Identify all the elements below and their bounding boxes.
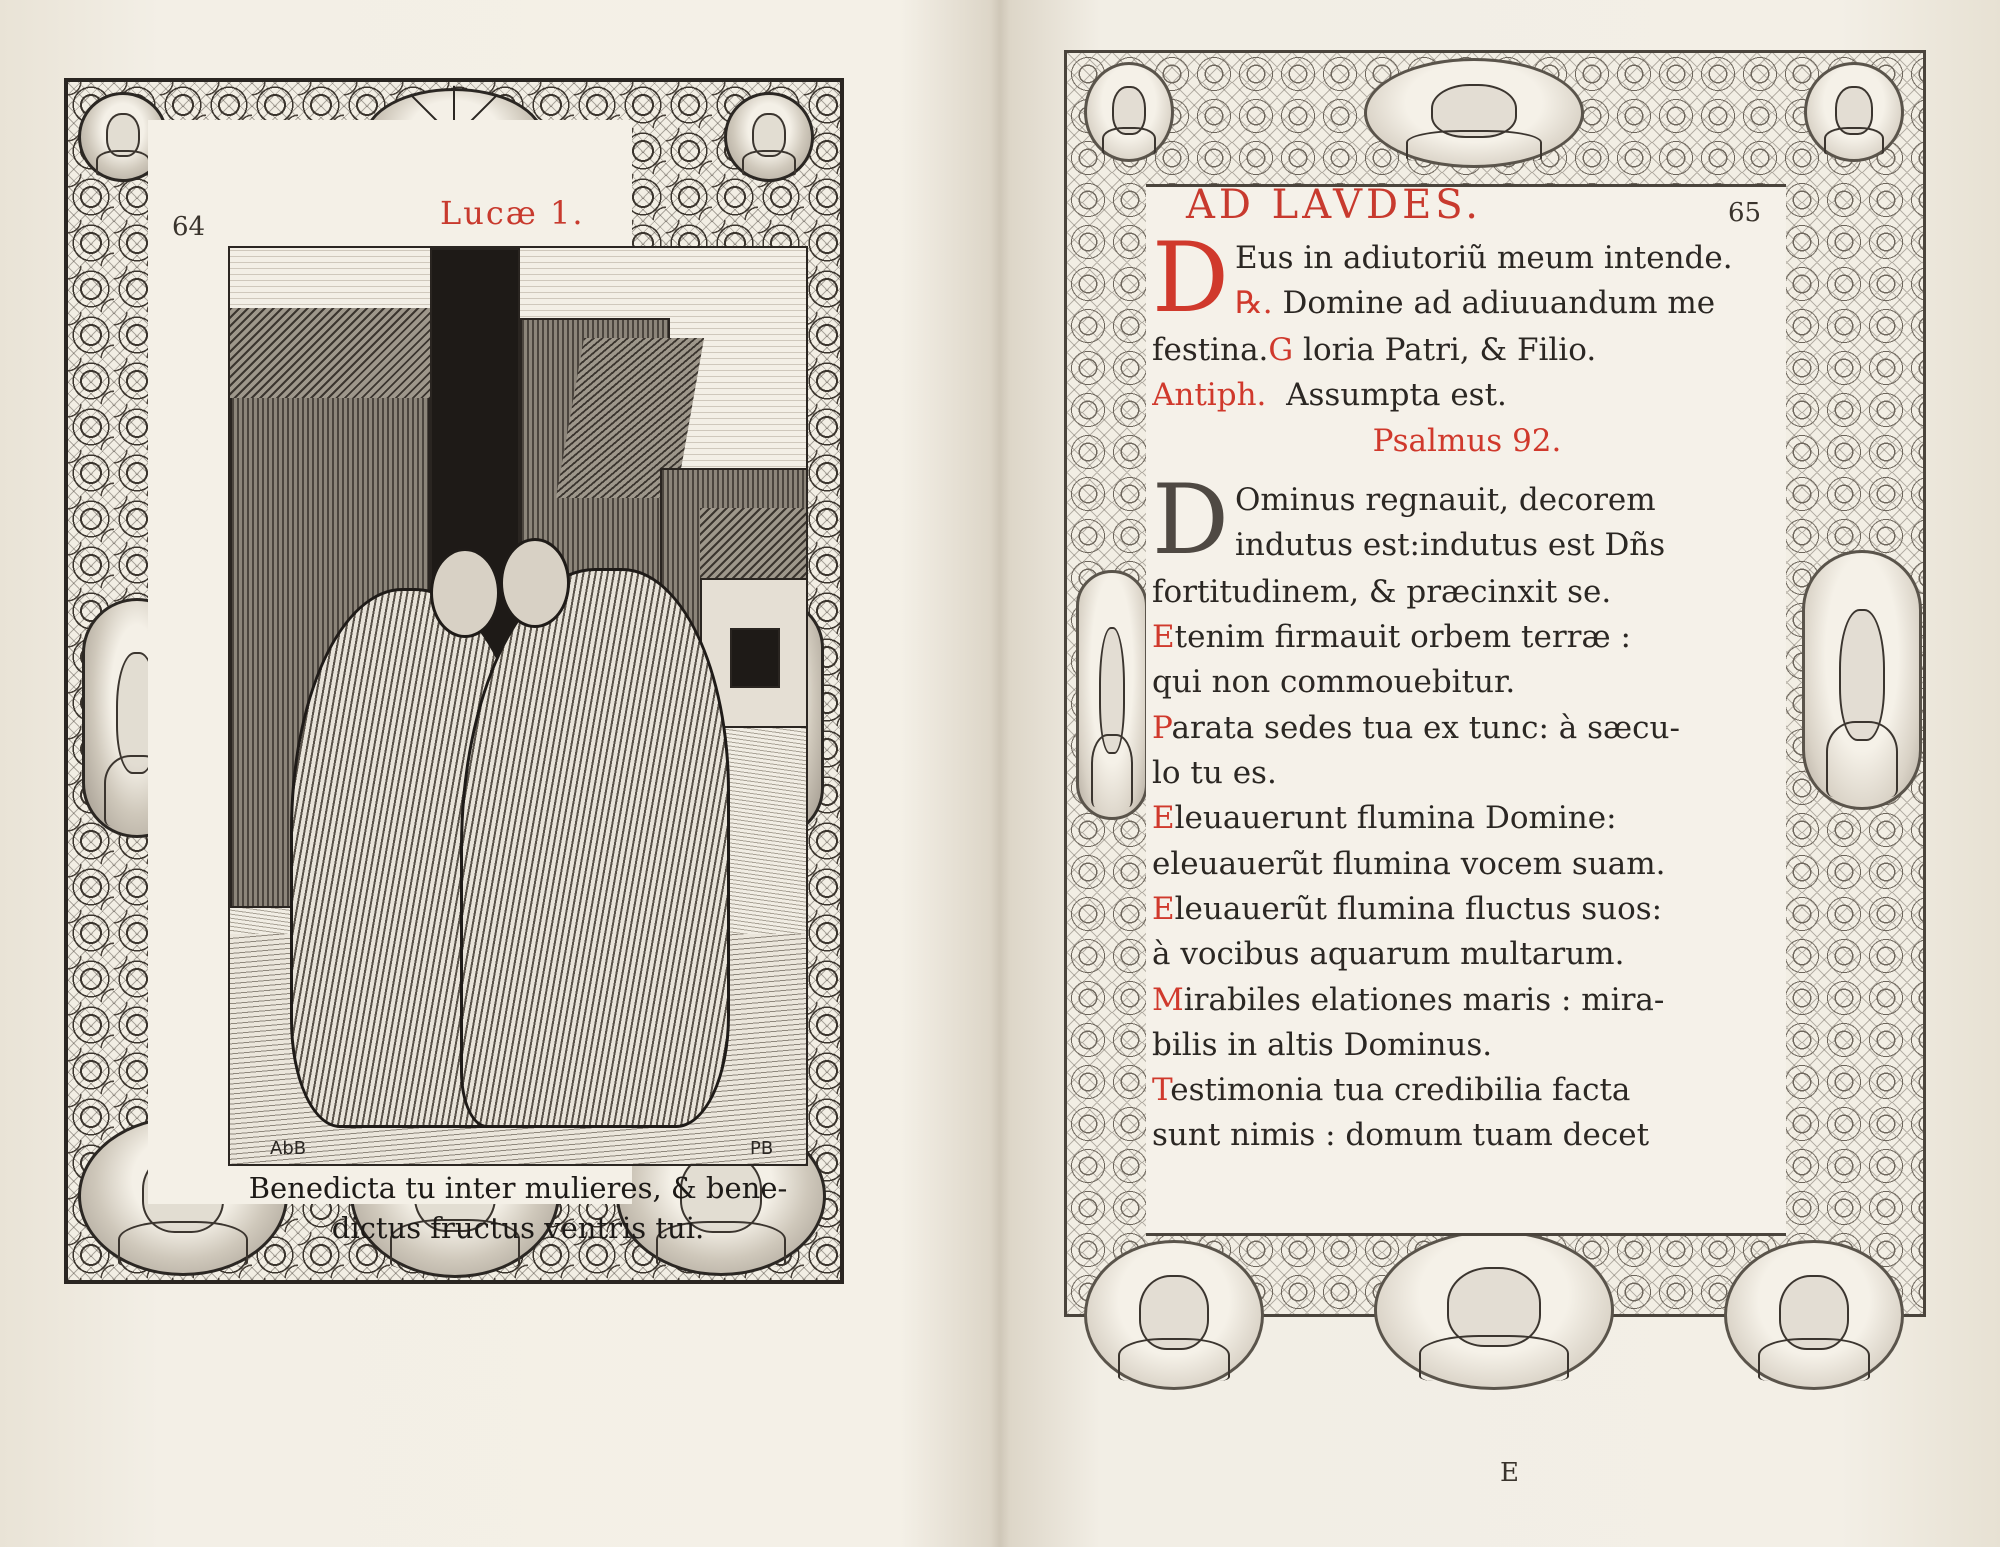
verse-initial: T	[1152, 1072, 1171, 1109]
visitation-engraving	[228, 246, 808, 1166]
antiphon-label: Antiph.	[1152, 377, 1267, 414]
top-right-portrait-medallion	[724, 92, 814, 182]
left-running-head: Lucæ 1.	[440, 194, 585, 232]
verse-text: leuauerũt flumina fluctus suos:	[1174, 890, 1663, 927]
verse-text: leuauerunt flumina Domine:	[1174, 800, 1617, 837]
psalm-verse-line	[1152, 706, 1782, 751]
caption-line: Benedicta tu inter mulieres, & bene-	[248, 1171, 788, 1205]
psalm-opening	[1152, 463, 1782, 576]
psalm-verse-line	[1152, 887, 1782, 932]
text-fragment: festina.	[1152, 332, 1269, 368]
verse-initial: E	[1152, 619, 1175, 656]
gloria-initial: G	[1268, 332, 1294, 368]
text-line	[1152, 328, 1782, 373]
verse-initial: E	[1152, 890, 1175, 927]
verse-text: bilis in altis Dominus.	[1152, 1026, 1493, 1063]
verse-text: estimonia tua credibilia facta	[1170, 1072, 1631, 1109]
office-text	[1152, 222, 1782, 1159]
psalm-verse-line	[1152, 842, 1782, 887]
opening-verse	[1152, 222, 1782, 334]
text-line	[1235, 281, 1782, 326]
right-page-number: 65	[1728, 198, 1762, 228]
verse-text: tenim firmauit orbem terræ :	[1174, 619, 1631, 656]
bottom-right-prophet-medallion	[1724, 1240, 1904, 1390]
text-line: Eus in adiutoriũ meum intende.	[1234, 240, 1733, 276]
verse-text: arata sedes tua ex tunc: à sæcu-	[1171, 709, 1680, 746]
text-line: indutus est:indutus est Dñs	[1234, 527, 1666, 564]
psalm-initial: D	[1152, 463, 1229, 576]
bottom-center-saint-medallion	[1374, 1230, 1614, 1390]
verse-text: eleuauerũt flumina vocem suam.	[1152, 845, 1666, 882]
signature-mark: E	[1500, 1458, 1519, 1488]
top-left-prophet-medallion	[1084, 62, 1174, 162]
psalm-verse-line	[1152, 978, 1782, 1023]
right-running-head: AD LAVDES.	[1186, 182, 1482, 228]
left-page-number: 64	[172, 212, 206, 242]
elizabeth-figure	[460, 568, 730, 1128]
verse-text: fortitudinem, & præcinxit se.	[1152, 573, 1612, 610]
top-center-prophet-medallion	[1364, 58, 1584, 168]
text-line: Ominus regnauit, decorem	[1234, 481, 1656, 518]
caption-line: dictus fructus ventris tui.	[331, 1211, 705, 1245]
psalm-verse-line	[1152, 751, 1782, 796]
verse-initial: M	[1152, 981, 1184, 1018]
bottom-left-prophet-medallion	[1084, 1240, 1264, 1390]
verse-text: lo tu es.	[1152, 755, 1277, 792]
psalm-verse-line	[1152, 1023, 1782, 1068]
verse-text: irabiles elationes maris : mira-	[1183, 981, 1665, 1018]
opening-initial: D	[1152, 222, 1229, 334]
verse-text: qui non commouebitur.	[1152, 664, 1516, 701]
psalm-verse-line	[1152, 1068, 1782, 1113]
verse-initial: E	[1152, 800, 1175, 837]
psalm-verses	[1152, 570, 1782, 1159]
text-fragment: loria Patri, & Filio.	[1303, 332, 1597, 368]
verse-text: à vocibus aquarum multarum.	[1152, 936, 1625, 973]
antiphon-line	[1152, 373, 1782, 418]
psalm-title: Psalmus 92.	[1372, 422, 1562, 459]
response-mark: ℞.	[1234, 285, 1273, 322]
psalm-verse-line	[1152, 660, 1782, 705]
text-line-rest: Domine ad adiuuandum me	[1282, 285, 1716, 322]
psalm-verse-line	[1152, 570, 1782, 615]
antiphon-text: Assumpta est.	[1286, 377, 1507, 414]
psalm-verse-line	[1152, 932, 1782, 977]
psalm-verse-line	[1152, 1113, 1782, 1158]
engraver-monogram-right: PB	[750, 1138, 774, 1159]
left-saint-medallion	[1076, 570, 1148, 820]
engraver-monogram-left: AbB	[270, 1138, 307, 1159]
top-right-prophet-medallion	[1804, 62, 1904, 162]
verse-initial: P	[1152, 709, 1172, 746]
right-haloed-saint-medallion	[1802, 550, 1922, 810]
engraving-caption	[218, 1168, 818, 1248]
psalm-verse-line	[1152, 615, 1782, 660]
psalm-verse-line	[1152, 796, 1782, 841]
verse-text: sunt nimis : domum tuam decet	[1152, 1117, 1650, 1154]
